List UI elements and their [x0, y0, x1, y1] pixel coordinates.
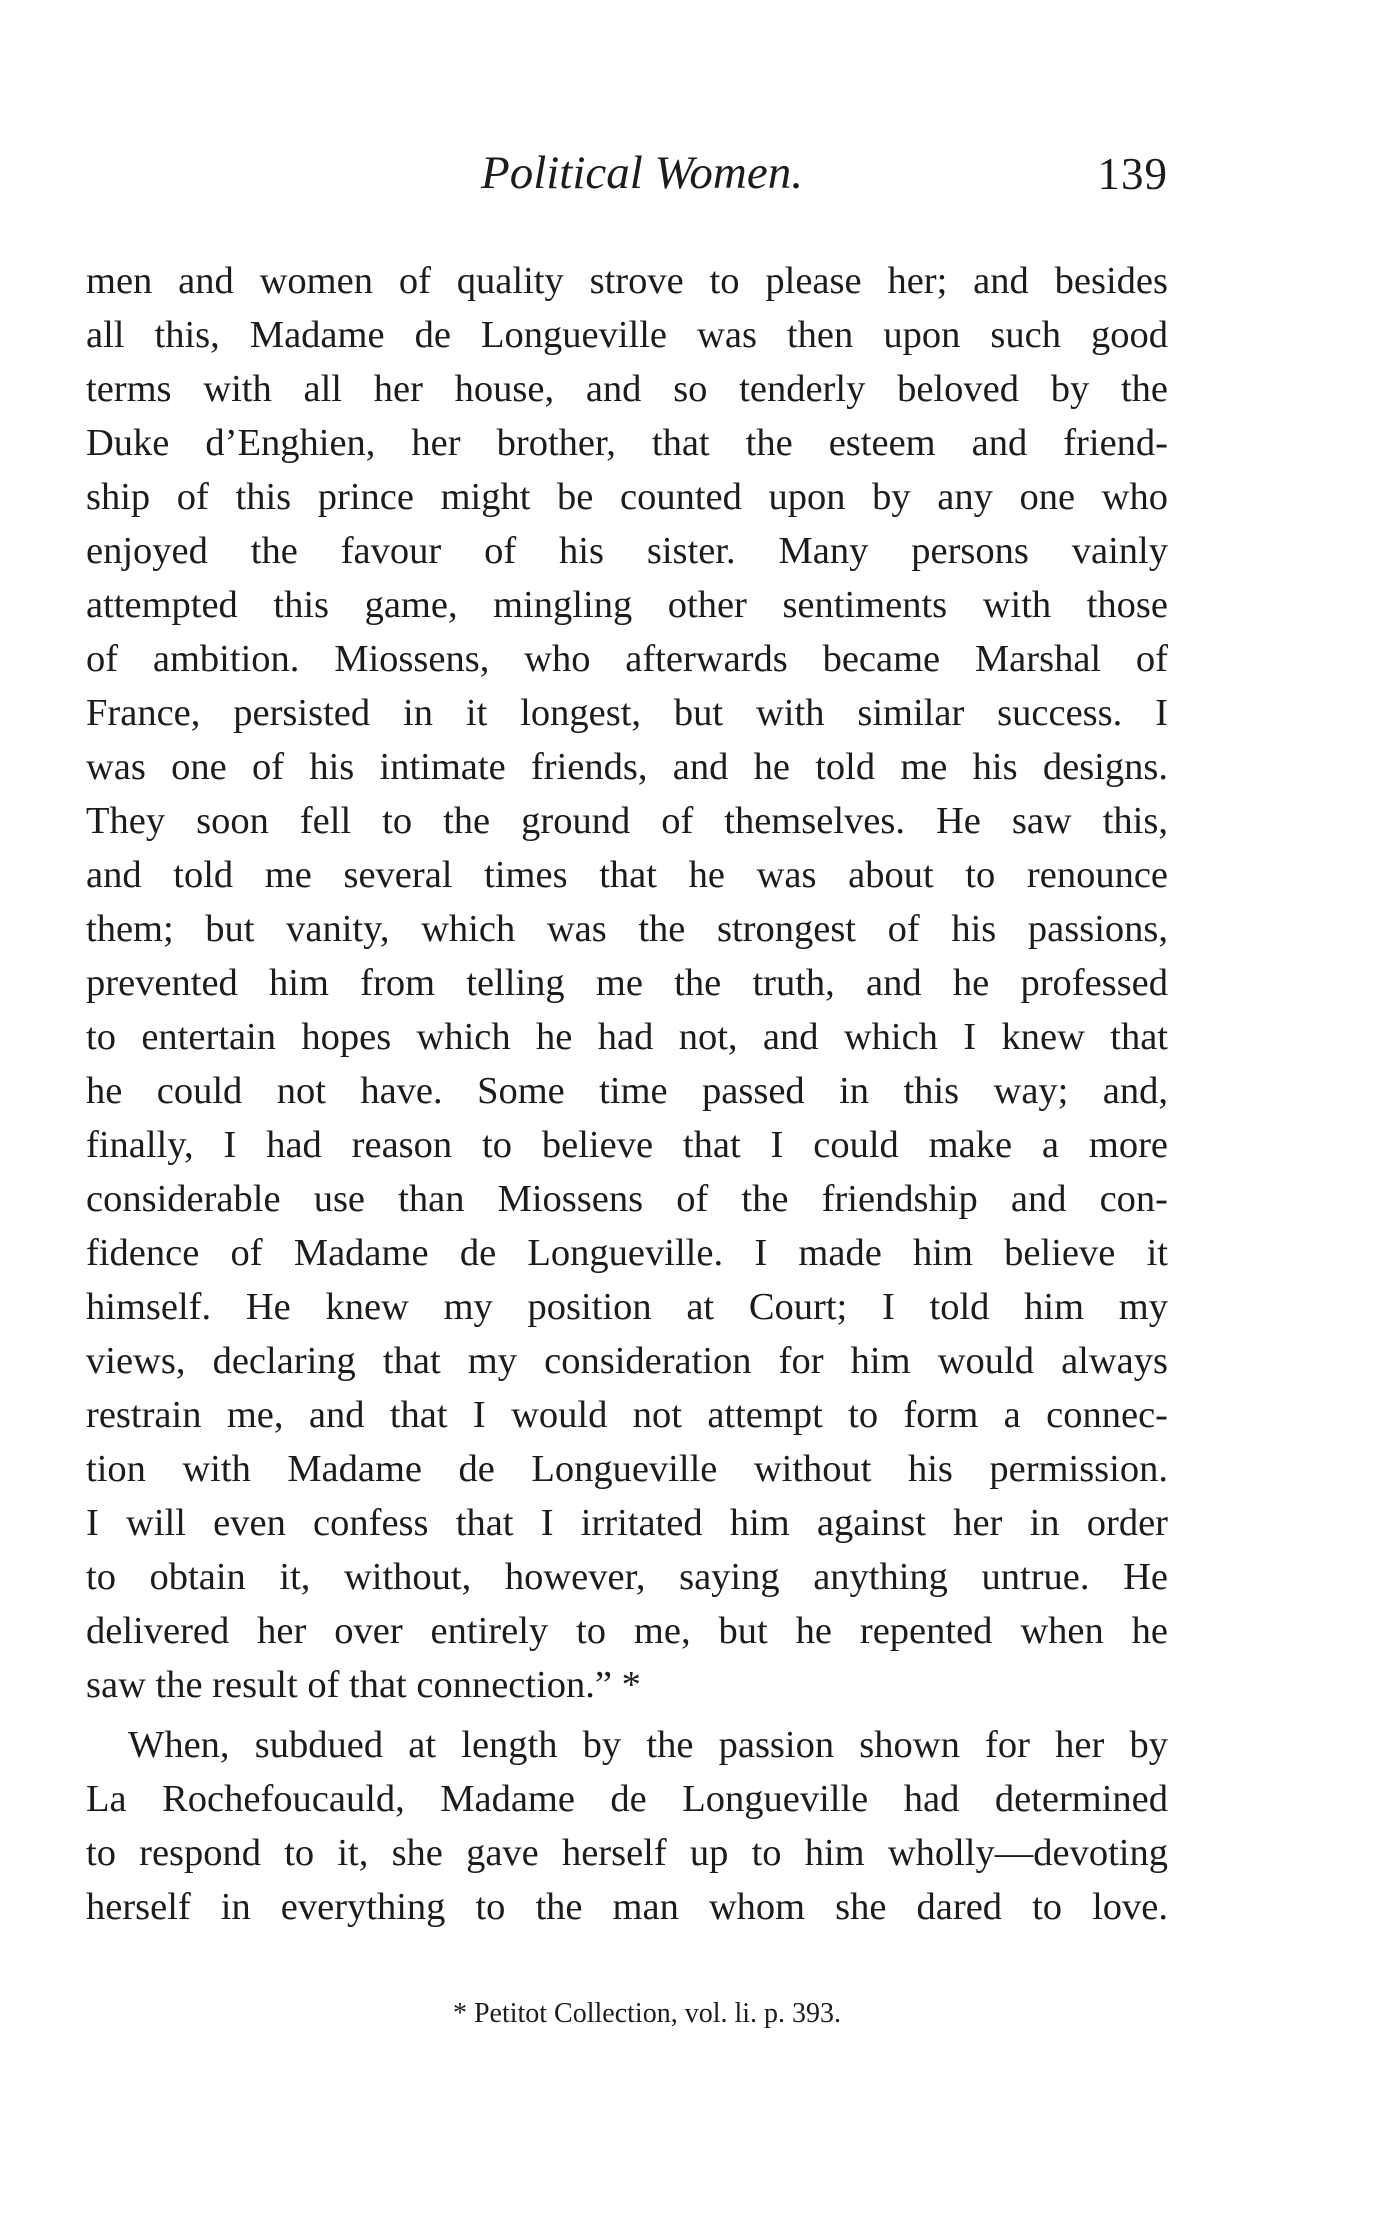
paragraph-quote-continuation	[86, 254, 1168, 1712]
text-line: terms with all her house, and so tenderly beloved by the	[86, 368, 1168, 410]
text-line: them; but vanity, which was the strongest of his passions,	[86, 908, 1168, 950]
text-line: delivered her over entirely to me, but he repented when he	[86, 1610, 1168, 1652]
text-line: I will even confess that I irritated him against her in order	[86, 1502, 1168, 1544]
footnote: * Petitot Collection, vol. li. p. 393.	[452, 1998, 842, 2029]
text-line: all this, Madame de Longueville was then upon such good	[86, 314, 1168, 356]
text-line: considerable use than Miossens of the friendship and con-	[86, 1178, 1168, 1220]
text-line: La Rochefoucauld, Madame de Longueville had determined	[86, 1778, 1168, 1820]
text-line: ship of this prince might be counted upon by any one who	[86, 476, 1168, 518]
text-line: himself. He knew my position at Court; I told him my	[86, 1286, 1168, 1328]
text-line: attempted this game, mingling other sentiments with those	[86, 584, 1168, 626]
text-line: finally, I had reason to believe that I could make a more	[86, 1124, 1168, 1166]
body-text	[86, 254, 1168, 1934]
text-line: men and women of quality strove to please her; and besides	[86, 260, 1168, 302]
text-line: saw the result of that connection.” *	[86, 1664, 641, 1706]
page-header	[86, 147, 1168, 220]
paragraph-narrative	[86, 1718, 1168, 1934]
text-line: he could not have. Some time passed in this way; and,	[86, 1070, 1168, 1112]
text-line: restrain me, and that I would not attempt to form a connec-	[86, 1394, 1168, 1436]
text-line: They soon fell to the ground of themselves. He saw this,	[86, 800, 1168, 842]
page-number: 139	[1097, 149, 1168, 199]
text-line: to obtain it, without, however, saying anything untrue. He	[86, 1556, 1168, 1598]
text-line: to entertain hopes which he had not, and which I knew that	[86, 1016, 1168, 1058]
text-line: fidence of Madame de Longueville. I made him believe it	[86, 1232, 1168, 1274]
text-line: France, persisted in it longest, but with similar success. I	[86, 692, 1168, 734]
text-line: and told me several times that he was about to renounce	[86, 854, 1168, 896]
text-line: When, subdued at length by the passion shown for her by	[128, 1724, 1168, 1766]
text-line: prevented him from telling me the truth, and he professed	[86, 962, 1168, 1004]
running-title: Political Women.	[480, 147, 803, 199]
text-line: enjoyed the favour of his sister. Many persons vainly	[86, 530, 1168, 572]
text-line: views, declaring that my consideration for him would always	[86, 1340, 1168, 1382]
text-line: of ambition. Miossens, who afterwards became Marshal of	[86, 638, 1168, 680]
text-line: was one of his intimate friends, and he told me his designs.	[86, 746, 1168, 788]
text-line: to respond to it, she gave herself up to him wholly—devoting	[86, 1832, 1168, 1874]
text-line: Duke d’Enghien, her brother, that the esteem and friend-	[86, 422, 1168, 464]
text-line: tion with Madame de Longueville without his permission.	[86, 1448, 1168, 1490]
text-line: herself in everything to the man whom she dared to love.	[86, 1886, 1168, 1928]
